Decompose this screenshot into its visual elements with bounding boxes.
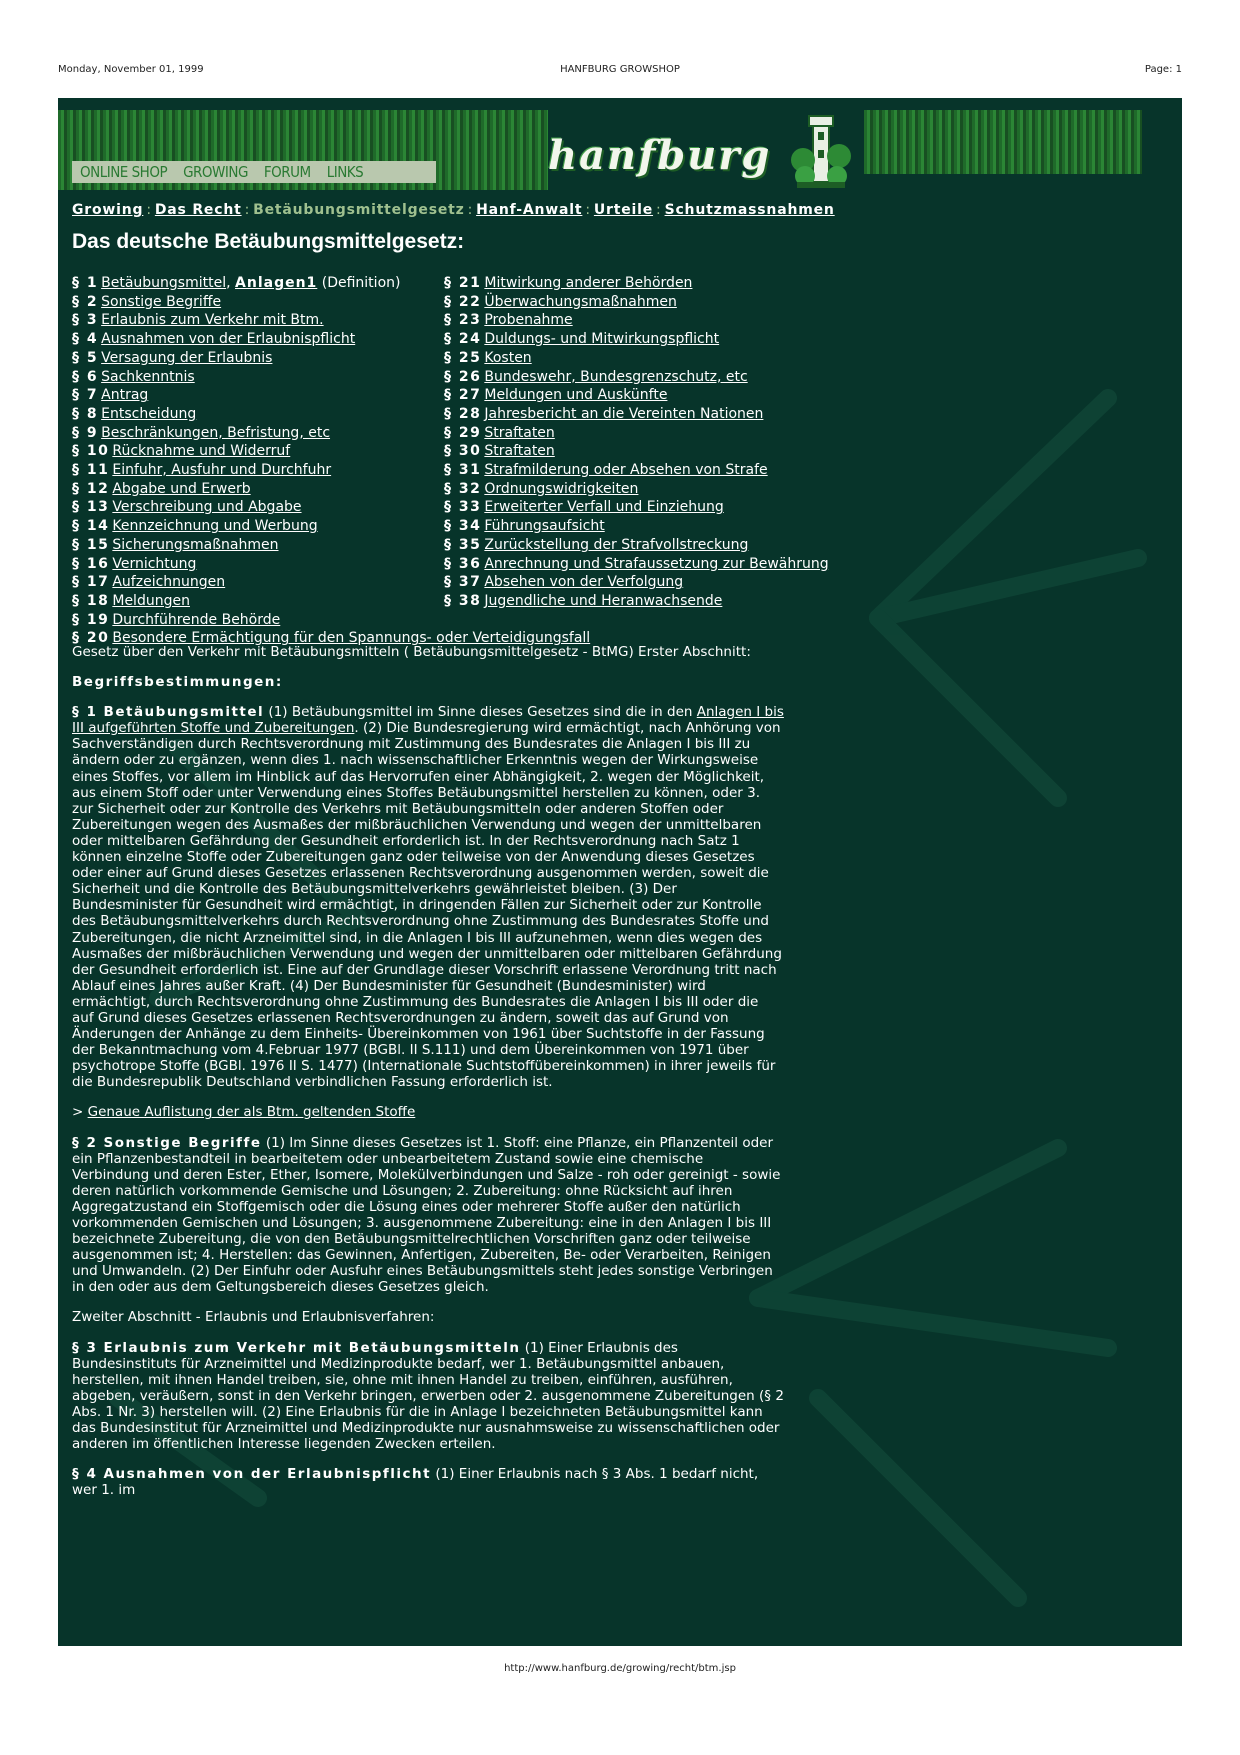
- toc-section-number: § 3: [72, 312, 99, 329]
- toc-item: [444, 330, 829, 349]
- toc-section-number: § 38: [444, 592, 482, 609]
- substance-list-link[interactable]: Genaue Auflistung der als Btm. geltenden Stoffe: [87, 1104, 416, 1121]
- toc-right-column: [444, 274, 829, 611]
- toc-section-number: § 27: [444, 387, 482, 404]
- toc-link[interactable]: Ordnungswidrigkeiten: [484, 480, 639, 497]
- toc-section-number: § 34: [444, 518, 482, 535]
- toc-section-number: § 26: [444, 368, 482, 385]
- toc-section-number: § 33: [444, 499, 482, 516]
- toc-item: [444, 517, 829, 536]
- toc-section-number: § 25: [444, 349, 482, 366]
- toc-link[interactable]: Zurückstellung der Strafvollstreckung: [484, 536, 749, 553]
- toc-link[interactable]: Besondere Ermächtigung für den Spannungs- oder Verteidigungsfall: [112, 630, 591, 647]
- breadcrumb-current: Betäubungsmittelgesetz: [253, 202, 465, 218]
- nav-online-shop[interactable]: ONLINE SHOP: [80, 163, 168, 181]
- toc-link[interactable]: Aufzeichnungen: [112, 574, 226, 591]
- print-site-name: HANFBURG GROWSHOP: [560, 64, 680, 75]
- toc-link[interactable]: Betäubungsmittel: [101, 275, 227, 291]
- toc-link[interactable]: Einfuhr, Ausfuhr und Durchfuhr: [112, 462, 332, 479]
- intro-text: Gesetz über den Verkehr mit Betäubungsmitteln ( Betäubungsmittelgesetz - BtMG) Erster Abschnitt:: [72, 644, 751, 660]
- toc-item: [444, 424, 829, 443]
- toc-link[interactable]: Meldungen und Auskünfte: [484, 387, 668, 404]
- toc-link[interactable]: Versagung der Erlaubnis: [101, 349, 273, 366]
- toc-link[interactable]: Entscheidung: [101, 405, 197, 422]
- nav-forum[interactable]: FORUM: [263, 163, 311, 181]
- toc-section-number: § 28: [444, 405, 482, 422]
- nav-growing[interactable]: GROWING: [183, 163, 248, 181]
- toc-link[interactable]: Rücknahme und Widerruf: [112, 443, 291, 460]
- breadcrumb-separator: :: [146, 202, 152, 218]
- toc-section-number: § 14: [72, 518, 110, 535]
- nav-links[interactable]: LINKS: [326, 163, 364, 181]
- toc-section-number: § 31: [444, 462, 482, 479]
- toc-section-number: § 37: [444, 574, 482, 591]
- breadcrumb-schutzmassnahmen[interactable]: Schutzmassnahmen: [664, 202, 835, 218]
- toc-item: [72, 611, 590, 630]
- toc-link[interactable]: Vernichtung: [112, 555, 197, 572]
- toc-link[interactable]: Anrechnung und Strafaussetzung zur Bewährung: [484, 555, 829, 572]
- toc-section-number: § 19: [72, 611, 110, 628]
- toc-link[interactable]: Bundeswehr, Bundesgrenzschutz, etc: [484, 368, 748, 385]
- toc-section-number: § 30: [444, 443, 482, 460]
- toc-section-number: § 2: [72, 293, 99, 310]
- toc-link[interactable]: Absehen von der Verfolgung: [484, 574, 684, 591]
- breadcrumb-separator: :: [585, 202, 591, 218]
- page-title: Das deutsche Betäubungsmittelgesetz:: [72, 230, 465, 253]
- toc-link[interactable]: Straftaten: [484, 424, 555, 441]
- breadcrumb-growing[interactable]: Growing: [72, 202, 144, 218]
- section-1: § 1 Betäubungsmittel (1) Betäubungsmittel im Sinne dieses Gesetzes sind die in den Anlagen I bis III aufgeführten Stoffe und Zubereitungen. (2) Die Bundesregierung wird ermächtigt, nach Anhörung von Sachverständigen durch Rechtsverordnung mit Zustimmung des Bundesrates die Anlagen I bis III zu ändern oder zu ergänzen, wenn dies 1. nach wissenschaftlicher Erkenntnis wegen der Wirkungsweise eines Stoffes, vor allem im Hinblick auf das Hervorrufen einer Abhängigkeit, 2. wegen der Möglichkeit, aus einem Stoff oder unter Verwendung eines Stoffes Betäubungsmittel herstellen zu können, oder 3. zur Sicherheit oder zur Kontrolle des Verkehrs mit Betäubungsmitteln oder anderen Stoffen oder Zubereitungen wegen des Ausmaßes der mißbräuchlichen Verwendung und wegen der unmittelbaren oder mittelbaren Gefährdung der Gesundheit erforderlich ist. In der Rechtsverordnung nach Satz 1 können einzelne Stoffe oder Zubereitungen ganz oder teilweise von der Anwendung dieses Gesetzes oder einer auf Grund dieses Gesetzes erlassenen Rechtsverordnung ausgenommen werden, soweit die Sicherheit und die Kontrolle des Betäubungsmittelverkehrs gewährleistet bleiben. (3) Der Bundesminister für Gesundheit wird ermächtigt, in dringenden Fällen zur Sicherheit oder zur Kontrolle des Betäubungsmittelverkehrs durch Rechtsverordnung ohne Zustimmung des Bundesrates Stoffe und Zubereitungen, die nicht Arzneimittel sind, in die Anlagen I bis III aufzunehmen, wenn dies wegen des Ausmaßes der mißbräuchlichen Verwendung und wegen der unmittelbaren oder mittelbaren Gefährdung der Gesundheit erforderlich ist. Eine auf der Grundlage dieser Vorschrift erlassene Verordnung tritt nach Ablauf eines Jahres außer Kraft. (4) Der Bundesminister für Gesundheit (Bundesminister) wird ermächtigt, durch Rechtsverordnung ohne Zustimmung des Bundesrates die Anlagen I bis III oder die auf Grund dieses Gesetzes erlassenen Rechtsverordnungen zu ändern, soweit das auf Grund von Änderungen der Anhänge zu dem Einheits- Übereinkommen von 1961 über Suchtstoffe in der Fassung der Bekanntmachung vom 4.Februar 1977 (BGBl. II S.111) und dem Übereinkommen von 1971 über psychotrope Stoffe (BGBl. 1976 II S. 1477) (Internationale Suchtstoffübereinkommen) in ihrer jeweils für die Bundesrepublik Deutschland verbindlichen Fassung erforderlich ist.: [72, 704, 784, 1091]
- toc-link[interactable]: Jugendliche und Heranwachsende: [484, 592, 723, 609]
- print-date: Monday, November 01, 1999: [58, 64, 204, 75]
- toc-item: § 1 Betäubungsmittel, Anlagen1 (Definition): [72, 275, 401, 291]
- toc-item: [444, 274, 829, 293]
- toc-section-number: § 20: [72, 630, 110, 647]
- toc-item: [444, 480, 829, 499]
- toc-section-number: § 9: [72, 424, 99, 441]
- toc-link[interactable]: Verschreibung und Abgabe: [112, 499, 302, 516]
- banner-stripe-right: [864, 110, 1142, 174]
- toc-link[interactable]: Sonstige Begriffe: [101, 293, 222, 310]
- toc-link[interactable]: Kennzeichnung und Werbung: [112, 518, 318, 535]
- toc-section-number: § 10: [72, 443, 110, 460]
- substance-list-paragraph: > Genaue Auflistung der als Btm. geltenden Stoffe: [72, 1104, 416, 1121]
- toc-link[interactable]: Sicherungsmaßnahmen: [112, 536, 279, 553]
- toc-link[interactable]: Straftaten: [484, 443, 555, 460]
- toc-link[interactable]: Mitwirkung anderer Behörden: [484, 275, 693, 291]
- toc-section-number: § 21: [444, 275, 482, 291]
- toc-section-number: § 1: [72, 275, 99, 291]
- breadcrumb-separator: :: [656, 202, 662, 218]
- toc-section-number: § 6: [72, 368, 99, 385]
- hanfburg-logo[interactable]: hanfburg: [548, 132, 772, 179]
- section-2: § 2 Sonstige Begriffe (1) Im Sinne dieses Gesetzes ist 1. Stoff: eine Pflanze, ein Pflanzenteil oder ein Pflanzenbestandteil in bearbeitetem oder unbearbeitetem Zustand sowie eine chemische Verbindung und deren Ester, Ether, Isomere, Molekülverbindungen und Salze - roh oder gereinigt - sowie deren natürlich vorkommende Gemische und Lösungen; 2. Zubereitung: ohne Rücksicht auf ihren Aggregatzustand ein Stoffgemisch oder die Lösung eines oder mehrerer Stoffe außer den natürlich vorkommenden Gemischen und Lösungen; 3. ausgenommene Zubereitung: eine in den Anlagen I bis III bezeichnete Zubereitung, die von den Betäubungsmittelrechtlichen Vorschriften ganz oder teilweise ausgenommen ist; 4. Herstellen: das Gewinnen, Anfertigen, Zubereiten, Be- oder Verarbeiten, Reinigen und Umwandeln. (2) Der Einfuhr oder Ausfuhr eines Betäubungsmittels steht jedes sonstige Verbringen in den oder aus dem Geltungsbereich dieses Gesetzes gleich.: [72, 1134, 781, 1296]
- law-text: [72, 644, 784, 1512]
- toc-section-number: § 36: [444, 555, 482, 572]
- toc-link[interactable]: Probenahme: [484, 312, 573, 329]
- breadcrumb-urteile[interactable]: Urteile: [593, 202, 654, 218]
- toc-item: [444, 573, 829, 592]
- section-heading-2: Zweiter Abschnitt - Erlaubnis und Erlaubnisverfahren:: [72, 1309, 435, 1326]
- site-banner: [58, 110, 1182, 208]
- main-navigation: [72, 161, 436, 183]
- toc-section-number: § 12: [72, 480, 110, 497]
- breadcrumb-separator: :: [467, 202, 474, 218]
- toc-item: [444, 311, 829, 330]
- section-3: § 3 Erlaubnis zum Verkehr mit Betäubungsmitteln (1) Einer Erlaubnis des Bundesinstituts für Arzneimittel und Medizinprodukte bedarf, wer 1. Betäubungsmittel anbauen, herstellen, mit ihnen Handel treiben, sie, ohne mit ihnen Handel zu treiben, einführen, ausführen, abgeben, veräußern, sonst in den Verkehr bringen, erwerben oder 2. ausgenommene Zubereitungen (§ 2 Abs. 1 Nr. 3) herstellen will. (2) Eine Erlaubnis für die in Anlage I bezeichneten Betäubungsmittel kann das Bundesinstitut für Arzneimittel und Medizinprodukte nur ausnahmsweise zu wissenschaftlichen oder anderen im öffentlichen Interesse liegenden Zwecken erteilen.: [72, 1339, 784, 1453]
- toc-section-number: § 8: [72, 405, 99, 422]
- toc-link[interactable]: Jahresbericht an die Vereinten Nationen: [484, 405, 764, 422]
- toc-link[interactable]: Abgabe und Erwerb: [112, 480, 251, 497]
- toc-link[interactable]: Duldungs- und Mitwirkungspflicht: [484, 331, 720, 348]
- toc-item: [444, 442, 829, 461]
- toc-item: [444, 405, 829, 424]
- anlagen-link[interactable]: Anlagen I bis III aufgeführten Stoffe und Zubereitungen: [72, 704, 784, 737]
- toc-section-number: § 22: [444, 293, 482, 310]
- toc-section-number: § 15: [72, 536, 110, 553]
- toc-section-number: § 18: [72, 592, 110, 609]
- webpage-content: [58, 98, 1182, 1646]
- toc-definition-note: (Definition): [321, 275, 401, 291]
- toc-section-number: § 5: [72, 349, 99, 366]
- toc-link[interactable]: Sachkenntnis: [101, 368, 195, 385]
- toc-item: [444, 293, 829, 312]
- toc-section-number: § 29: [444, 424, 482, 441]
- toc-section-number: § 23: [444, 312, 482, 329]
- toc-section-number: § 32: [444, 480, 482, 497]
- castle-tower-icon: [791, 110, 851, 190]
- toc-item: [444, 555, 829, 574]
- toc-link[interactable]: Erweiterter Verfall und Einziehung: [484, 499, 724, 516]
- toc-link[interactable]: Antrag: [101, 387, 149, 404]
- breadcrumb-separator: :: [244, 202, 251, 218]
- toc-link[interactable]: Beschränkungen, Befristung, etc: [101, 424, 331, 441]
- breadcrumb: [72, 202, 835, 218]
- toc-link[interactable]: Meldungen: [112, 592, 190, 609]
- toc-link[interactable]: Führungsaufsicht: [484, 518, 605, 535]
- toc-item: [444, 386, 829, 405]
- toc-item: [444, 368, 829, 387]
- toc-item: [444, 498, 829, 517]
- toc-section-number: § 13: [72, 499, 110, 516]
- print-footer-url: http://www.hanfburg.de/growing/recht/btm.jsp: [504, 1663, 736, 1674]
- section-heading: Begriffsbestimmungen:: [72, 674, 283, 691]
- toc-link[interactable]: Erlaubnis zum Verkehr mit Btm.: [101, 312, 324, 329]
- breadcrumb-das-recht[interactable]: Das Recht: [154, 202, 242, 218]
- print-header: [58, 64, 1182, 78]
- toc-link[interactable]: Kosten: [484, 349, 532, 366]
- toc-section-number: § 4: [72, 331, 99, 348]
- toc-item: [444, 349, 829, 368]
- section-4: § 4 Ausnahmen von der Erlaubnispflicht (1) Einer Erlaubnis nach § 3 Abs. 1 bedarf nicht, wer 1. im: [72, 1466, 759, 1499]
- toc-item: [444, 592, 829, 611]
- toc-section-number: § 11: [72, 462, 110, 479]
- toc-section-number: § 17: [72, 574, 110, 591]
- toc-link[interactable]: Überwachungsmaßnahmen: [484, 293, 677, 310]
- breadcrumb-hanf-anwalt[interactable]: Hanf-Anwalt: [476, 202, 583, 218]
- toc-link[interactable]: Strafmilderung oder Absehen von Strafe: [484, 462, 768, 479]
- toc-item: [444, 461, 829, 480]
- toc-link[interactable]: Ausnahmen von der Erlaubnispflicht: [101, 331, 356, 348]
- toc-anlagen-link[interactable]: Anlagen1: [235, 275, 318, 291]
- toc-item: [444, 536, 829, 555]
- toc-section-number: § 16: [72, 555, 110, 572]
- toc-section-number: § 7: [72, 387, 99, 404]
- toc-section-number: § 35: [444, 536, 482, 553]
- toc-section-number: § 24: [444, 331, 482, 348]
- print-page-number: Page: 1: [1144, 64, 1182, 75]
- toc-link[interactable]: Durchführende Behörde: [112, 611, 281, 628]
